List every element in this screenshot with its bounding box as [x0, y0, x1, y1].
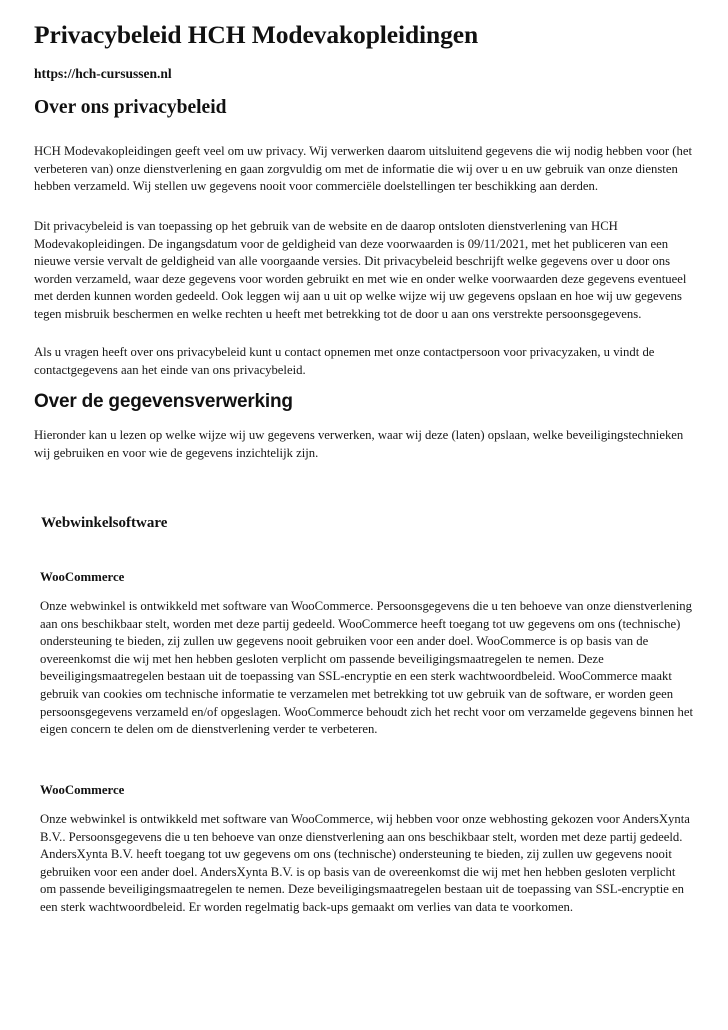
section-heading-about-privacy-policy: Over ons privacybeleid: [34, 97, 227, 118]
paragraph-privacy-intro-1: HCH Modevakopleidingen geeft veel om uw privacy. Wij verwerken daarom uitsluitend gegevens die wij nodig hebben voor (het verbeteren van) onze dienstverlening en gaan zorgvuldig om met de informatie die wij over u en uw gebruik van onze diensten hebben verzameld. Wij stellen uw gegevens nooit voor commerciële doelstellingen ter beschikking aan derden.: [34, 144, 693, 194]
page-title: Privacybeleid HCH Modevakopleidingen: [34, 20, 479, 49]
paragraph-data-processing-intro: Hieronder kan u lezen op welke wijze wij uw gegevens verwerken, waar wij deze (laten) opslaan, welke beveiligingstechnieken wij gebruiken en voor wie de gegevens inzichtelijk zijn.: [34, 428, 684, 460]
entry-heading-woocommerce-2: WooCommerce: [40, 783, 125, 797]
paragraph-privacy-intro-2: Dit privacybeleid is van toepassing op het gebruik van de website en de daarop ontsloten dienstverlening van HCH Modevakopleidingen. De ingangsdatum voor de geldigheid van deze voorwaarden is 09/11/2021, met het publiceren van een nieuwe versie vervalt de geldigheid van alle voorgaande versies. Dit privacybeleid beschrijft welke gegevens over u door ons worden verzameld, waar deze gegevens voor worden gebruikt en met wie en onder welke voorwaarden deze gegevens eventueel met derden kunnen worden gedeeld. Ook leggen wij aan u uit op welke wijze wij uw gegevens opslaan en hoe wij uw gegevens tegen misbruik beschermen en welke rechten u heeft met betrekking tot de door u aan ons verstrekte persoonsgegevens.: [34, 219, 687, 321]
entry-heading-woocommerce-1: WooCommerce: [40, 570, 125, 584]
section-heading-data-processing: Over de gegevensverwerking: [34, 391, 293, 412]
paragraph-privacy-intro-3: Als u vragen heeft over ons privacybeleid kunt u contact opnemen met onze contactpersoon voor privacyzaken, u vindt de contactgegevens aan het einde van ons privacybeleid.: [34, 345, 655, 377]
paragraph-woocommerce-1: Onze webwinkel is ontwikkeld met software van WooCommerce. Persoonsgegevens die u ten behoeve van onze dienstverlening aan ons beschikbaar stelt, worden met deze partij gedeeld. WooCommerce heeft toegang tot uw gegevens om ons (technische) ondersteuning te bieden, zij zullen uw gegevens nooit gebruiken voor een ander doel. WooCommerce is op basis van de overeenkomst die wij met hen hebben gesloten verplicht om passende beveiligingsmaatregelen te nemen. Deze beveiligingsmaatregelen bestaan uit de toepassing van SSL-encryptie en een sterk wachtwoordbeleid. WooCommerce maakt gebruik van cookies om technische informatie te verzamelen met betrekking tot uw gebruik van de software, er worden geen persoonsgegevens verzameld en/of opgeslagen. WooCommerce behoudt zich het recht voor om verzamelde gegevens binnen het eigen concern te delen om de dienstverlening verder te verbeteren.: [40, 599, 693, 737]
subsection-heading-webshop-software: Webwinkelsoftware: [41, 515, 168, 531]
paragraph-woocommerce-2: Onze webwinkel is ontwikkeld met software van WooCommerce, wij hebben voor onze webhosting gekozen voor AndersXynta B.V.. Persoonsgegevens die u ten behoeve van onze dienstverlening aan ons beschikbaar stelt, worden met deze partij gedeeld. AndersXynta B.V. heeft toegang tot uw gegevens om ons (technische) ondersteuning te bieden, zij zullen uw gegevens nooit gebruiken voor een ander doel. AndersXynta B.V. is op basis van de overeenkomst die wij met hen hebben gesloten verplicht om passende beveiligingsmaatregelen te nemen. Deze beveiligingsmaatregelen bestaan uit de toepassing van SSL-encryptie en een sterk wachtwoordbeleid. Er worden regelmatig back-ups gemaakt om verlies van data te voorkomen.: [40, 812, 690, 914]
site-url: https://hch-cursussen.nl: [34, 66, 172, 81]
